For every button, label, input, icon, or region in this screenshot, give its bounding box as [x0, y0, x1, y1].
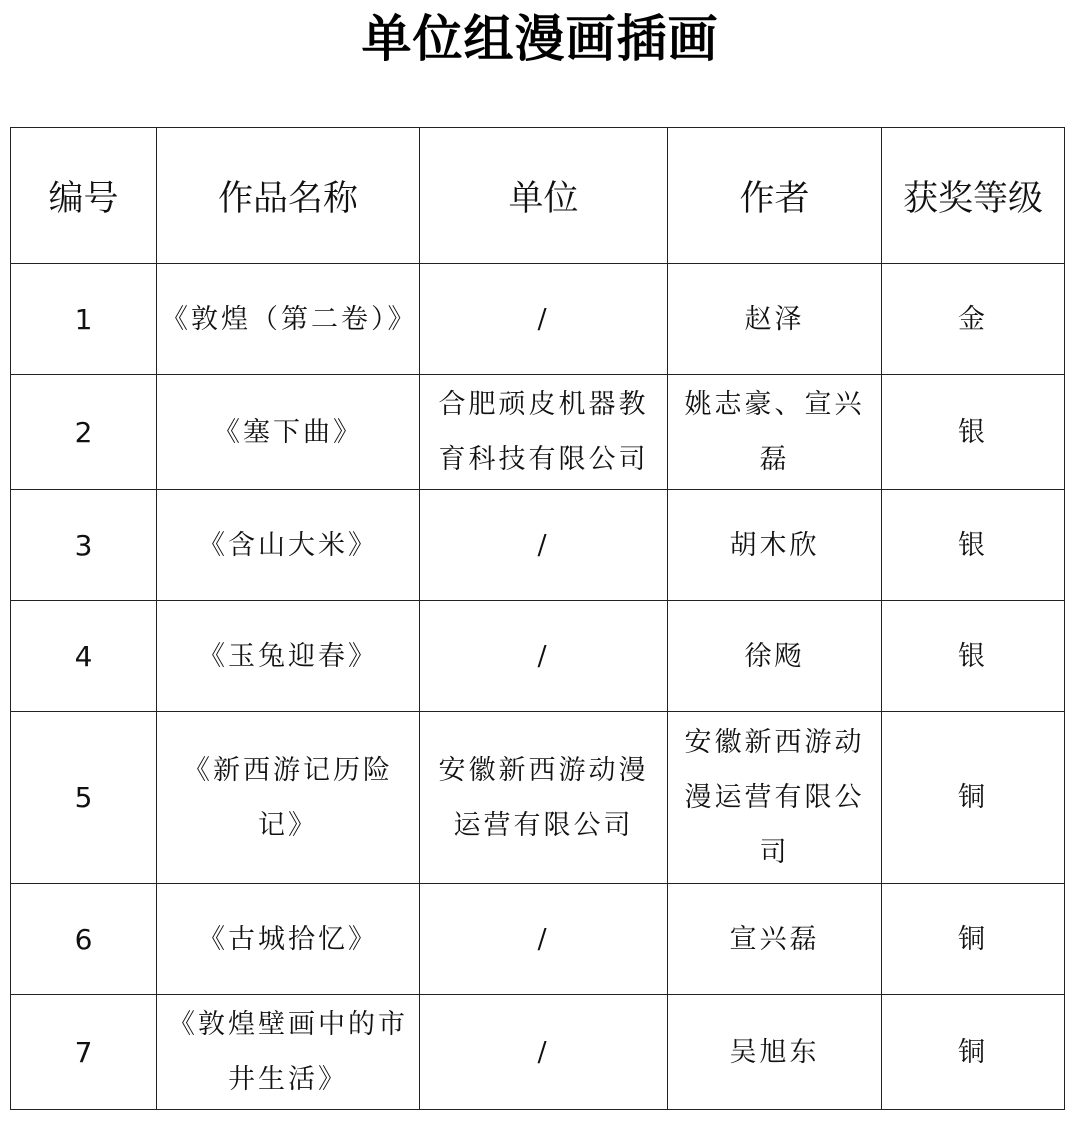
table-row — [11, 601, 1065, 712]
table-row — [11, 264, 1065, 375]
cell-organization: / — [420, 601, 668, 712]
cell-number: 5 — [11, 712, 157, 884]
header-number: 编号 — [11, 128, 157, 264]
cell-author: 胡木欣 — [668, 490, 882, 601]
header-award-level: 获奖等级 — [882, 128, 1065, 264]
cell-number: 3 — [11, 490, 157, 601]
cell-organization: / — [420, 264, 668, 375]
cell-work-title: 《敦煌（第二卷）》 — [157, 264, 420, 375]
cell-author: 赵泽 — [668, 264, 882, 375]
cell-number: 2 — [11, 375, 157, 490]
cell-number: 7 — [11, 995, 157, 1110]
cell-organization: / — [420, 490, 668, 601]
cell-award-level: 铜 — [882, 884, 1065, 995]
cell-author: 徐飏 — [668, 601, 882, 712]
cell-award-level: 金 — [882, 264, 1065, 375]
header-author: 作者 — [668, 128, 882, 264]
cell-award-level: 铜 — [882, 712, 1065, 884]
table-row — [11, 712, 1065, 884]
cell-organization: 安徽新西游动漫运营有限公司 — [420, 712, 668, 884]
header-work-title: 作品名称 — [157, 128, 420, 264]
header-organization: 单位 — [420, 128, 668, 264]
cell-author: 安徽新西游动漫运营有限公司 — [668, 712, 882, 884]
cell-work-title: 《古城拾忆》 — [157, 884, 420, 995]
cell-award-level: 银 — [882, 490, 1065, 601]
table-row — [11, 884, 1065, 995]
cell-number: 4 — [11, 601, 157, 712]
cell-number: 6 — [11, 884, 157, 995]
cell-work-title: 《玉兔迎春》 — [157, 601, 420, 712]
table-header-row — [11, 128, 1065, 264]
cell-author: 宣兴磊 — [668, 884, 882, 995]
table-row — [11, 995, 1065, 1110]
cell-work-title: 《新西游记历险记》 — [157, 712, 420, 884]
award-table — [10, 127, 1065, 1110]
cell-award-level: 银 — [882, 601, 1065, 712]
cell-author: 吴旭东 — [668, 995, 882, 1110]
cell-organization: / — [420, 995, 668, 1110]
cell-award-level: 银 — [882, 375, 1065, 490]
table-row — [11, 490, 1065, 601]
cell-work-title: 《含山大米》 — [157, 490, 420, 601]
cell-organization: / — [420, 884, 668, 995]
table-row — [11, 375, 1065, 490]
cell-author: 姚志豪、宣兴磊 — [668, 375, 882, 490]
cell-work-title: 《敦煌壁画中的市井生活》 — [157, 995, 420, 1110]
cell-work-title: 《塞下曲》 — [157, 375, 420, 490]
page-title: 单位组漫画插画 — [361, 10, 719, 68]
cell-number: 1 — [11, 264, 157, 375]
cell-organization: 合肥顽皮机器教育科技有限公司 — [420, 375, 668, 490]
cell-award-level: 铜 — [882, 995, 1065, 1110]
